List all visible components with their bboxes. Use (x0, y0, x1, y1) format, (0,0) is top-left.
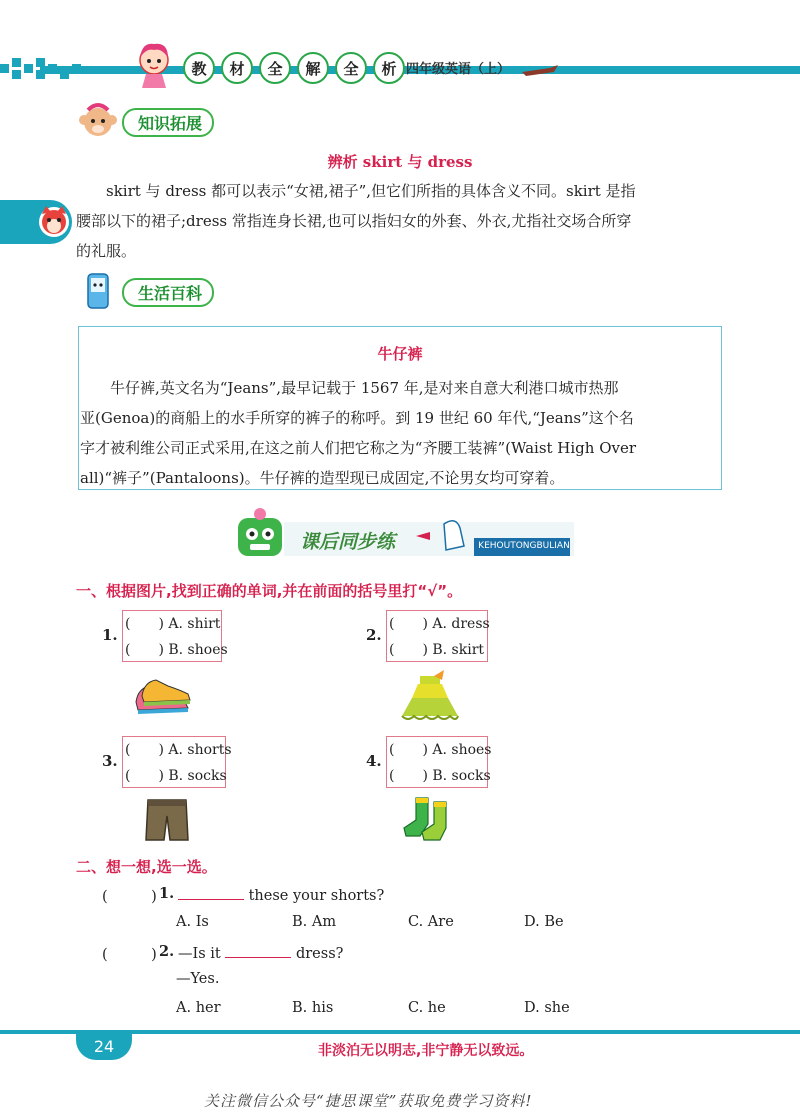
answer-paren[interactable]: ( ) (102, 947, 157, 963)
option-a[interactable]: ( ) A. dress (389, 616, 490, 632)
choice[interactable]: A. her (176, 1000, 221, 1016)
shoes-icon (132, 670, 194, 720)
option-b[interactable]: ( ) B. socks (389, 768, 491, 784)
socks-icon (400, 796, 460, 846)
dialogue-answer: —Yes. (176, 971, 220, 987)
knowledge-line: skirt 与 dress 都可以表示“女裙,裙子”,但它们所指的具体含义不同。skirt 是指 (106, 182, 636, 200)
title-char: 解 (297, 52, 329, 84)
options-box (122, 736, 232, 788)
watermark: 关注微信公众号“捷思课堂”获取免费学习资料! (204, 1092, 533, 1110)
section2-title: 二、想一想,选一选。 (76, 858, 217, 876)
question-text (178, 885, 384, 904)
option-b[interactable]: ( ) B. shoes (125, 642, 228, 658)
answer-blank[interactable] (178, 885, 244, 900)
options-box (122, 610, 228, 662)
choice[interactable]: C. he (408, 1000, 446, 1016)
knowledge-line: 的礼服。 (76, 242, 137, 260)
knowledge-paragraph (76, 176, 736, 266)
choice[interactable]: D. Be (524, 914, 564, 930)
book-title (183, 52, 405, 84)
question-before: —Is it (178, 946, 221, 962)
options-box (386, 610, 488, 662)
title-char: 教 (183, 52, 215, 84)
answer-blank[interactable] (225, 943, 291, 958)
option-b[interactable]: ( ) B. skirt (389, 642, 485, 658)
option-b[interactable]: ( ) B. socks (125, 768, 227, 784)
question-number: 1. (102, 626, 118, 644)
jeans-line: all)“裤子”(Pantaloons)。牛仔裤的造型现已成固定,不论男女均可穿着。 (80, 469, 565, 487)
phone-mascot-icon (76, 272, 122, 312)
option-a[interactable]: ( ) A. shorts (125, 742, 232, 758)
question-after: dress? (295, 946, 344, 962)
monkey-icon (76, 102, 122, 142)
jeans-line: 字才被利维公司正式采用,在这之前人们把它称之为“齐腰工装裤”(Waist High Over (80, 439, 637, 457)
choice[interactable]: B. his (292, 1000, 334, 1016)
question-number: 2. (366, 626, 382, 644)
title-char: 材 (221, 52, 253, 84)
practice-banner (224, 506, 574, 564)
box-title: 牛仔裤 (377, 345, 423, 363)
knowledge-heading: 辨析 skirt 与 dress (327, 153, 473, 171)
options-box (386, 736, 492, 788)
question-number: 2. (159, 943, 175, 960)
monster-icon (238, 508, 282, 556)
grade-label: 四年级英语（上） (406, 62, 511, 77)
jeans-line: 亚(Genoa)的商船上的水手所穿的裤子的称呼。到 19 世纪 60 年代,“Jeans”这个名 (80, 409, 634, 427)
title-char: 全 (259, 52, 291, 84)
life-banner (76, 276, 214, 308)
shorts-icon (142, 796, 192, 846)
option-a[interactable]: ( ) A. shoes (389, 742, 492, 758)
cartoon-girl-icon (128, 38, 180, 90)
knowledge-banner (76, 106, 214, 138)
answer-paren[interactable]: ( ) (102, 889, 157, 905)
practice-title: 课后同步练 (300, 531, 396, 553)
jeans-line: 牛仔裤,英文名为“Jeans”,最早记载于 1567 年,是对来自意大利港口城市热那 (110, 379, 619, 397)
question-after: these your shorts? (248, 888, 385, 904)
question-number: 1. (159, 885, 175, 902)
knowledge-line: 腰部以下的裙子;dress 常指连身长裙,也可以指妇女的外套、外衣,尤指社交场合所穿 (76, 212, 632, 230)
question-text (178, 943, 343, 962)
footer-motto: 非淡泊无以明志,非宁静无以致远。 (318, 1043, 534, 1059)
choice[interactable]: D. she (524, 1000, 570, 1016)
life-banner-label: 生活百科 (122, 278, 214, 307)
page-number: 24 (76, 1034, 132, 1060)
jeans-paragraph (80, 373, 730, 493)
knowledge-banner-label: 知识拓展 (122, 108, 214, 137)
fox-face-icon (36, 204, 72, 240)
pencil-icon (520, 62, 560, 78)
section1-title: 一、根据图片,找到正确的单词,并在前面的括号里打“√”。 (76, 582, 463, 600)
title-char: 析 (373, 52, 405, 84)
choice[interactable]: C. Are (408, 914, 454, 930)
option-a[interactable]: ( ) A. shirt (125, 616, 221, 632)
choice[interactable]: B. Am (292, 914, 337, 930)
choice[interactable]: A. Is (176, 914, 209, 930)
question-number: 4. (366, 752, 382, 770)
title-char: 全 (335, 52, 367, 84)
skirt-icon (398, 670, 462, 724)
practice-pinyin: KEHOUTONGBULIAN (478, 541, 570, 551)
question-number: 3. (102, 752, 118, 770)
